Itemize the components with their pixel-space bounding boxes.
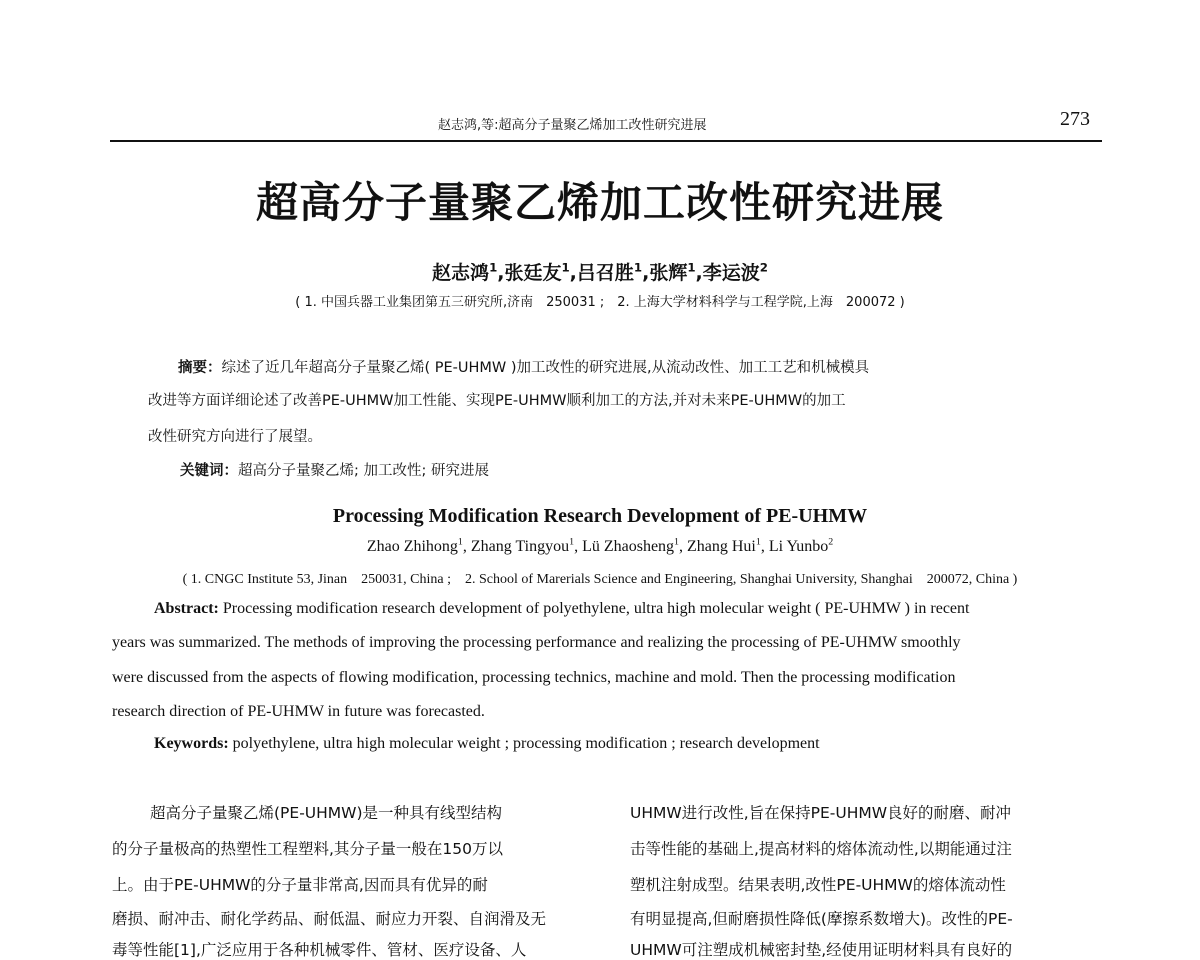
paper-title-en: Processing Modification Research Development of PE-UHMW: [332, 505, 868, 527]
keywords-cn-text: 超高分子量聚乙烯; 加工改性; 研究进展: [238, 463, 489, 479]
paper-title-cn: 超高分子量聚乙烯加工改性研究进展: [255, 178, 944, 227]
author-name: 吕召胜: [576, 262, 634, 284]
keywords-en: [154, 735, 820, 753]
abstract-en-line: years was summarized. The methods of improving the processing performance and realizing the processing of PE-UHMW smoothly: [112, 634, 961, 651]
author-separator: ,: [679, 538, 687, 555]
body-right-line: 有明显提高,但耐磨损性降低(摩擦系数增大)。改性的PE-: [630, 910, 1013, 928]
body-right-line: UHMW进行改性,旨在保持PE-UHMW良好的耐磨、耐冲: [630, 804, 1012, 822]
abstract-cn-line: [178, 356, 869, 377]
affiliation-en: ( 1. CNGC Institute 53, Jinan 250031, China ; 2. School of Marerials Science and Engineering, Shanghai University, Shanghai 200072, China ): [182, 572, 1018, 587]
keywords-en-label: Keywords:: [154, 735, 229, 752]
author-separator: ,: [642, 262, 650, 284]
author-name: 张辉: [649, 262, 688, 284]
body-right-line: 塑机注射成型。结果表明,改性PE-UHMW的熔体流动性: [630, 876, 1006, 894]
body-left-line: 超高分子量聚乙烯(PE-UHMW)是一种具有线型结构: [150, 804, 503, 822]
author-name: 李运波: [702, 262, 760, 284]
author-separator: ,: [497, 262, 505, 284]
author-name: Lü Zhaosheng: [582, 538, 675, 555]
abstract-en-line: were discussed from the aspects of flowing modification, processing technics, machine and mold. Then the processing modification: [112, 669, 956, 686]
page-number: 273: [1060, 108, 1090, 130]
author-affil-mark: 2: [828, 536, 834, 548]
body-right-line: 击等性能的基础上,提高材料的熔体流动性,以期能通过注: [630, 840, 1012, 858]
abstract-en-line: research direction of PE-UHMW in future was forecasted.: [112, 703, 485, 720]
author-affil-mark: 1: [755, 536, 761, 548]
abstract-cn-text: 综述了近几年超高分子量聚乙烯( PE-UHMW )加工改性的研究进展,从流动改性、加工工艺和机械模具: [221, 360, 870, 376]
body-left-line: 上。由于PE-UHMW的分子量非常高,因而具有优异的耐: [112, 876, 488, 894]
keywords-en-text: polyethylene, ultra high molecular weight ; processing modification ; research development: [232, 735, 820, 752]
author-separator: ,: [462, 538, 471, 555]
affiliation-cn: ( 1. 中国兵器工业集团第五三研究所,济南 250031 ; 2. 上海大学材料科学与工程学院,上海 200072 ): [295, 295, 905, 310]
author-affil-mark: 1: [687, 260, 696, 275]
author-separator: ,: [695, 262, 703, 284]
author-separator: ,: [569, 262, 577, 284]
body-left-line: 毒等性能[1],广泛应用于各种机械零件、管材、医疗设备、人: [112, 941, 527, 959]
body-right-line: UHMW可注塑成机械密封垫,经使用证明材料具有良好的: [630, 941, 1013, 959]
author-affil-mark: 2: [759, 260, 768, 275]
author-name: Zhang Hui: [687, 538, 756, 555]
author-name: Zhang Tingyou: [470, 538, 570, 555]
author-affil-mark: 1: [633, 260, 643, 275]
running-title: 赵志鸿,等:超高分子量聚乙烯加工改性研究进展: [438, 118, 707, 133]
body-left-line: 的分子量极高的热塑性工程塑料,其分子量一般在150万以: [112, 840, 504, 858]
author-affil-mark: 1: [561, 260, 570, 275]
author-affil-mark: 1: [569, 536, 575, 548]
author-separator: ,: [760, 538, 769, 555]
author-name: 张廷友: [504, 262, 562, 284]
author-affil-mark: 1: [674, 536, 679, 548]
author-separator: ,: [574, 538, 583, 555]
abstract-en-label: Abstract:: [154, 600, 219, 617]
abstract-cn-line: 改性研究方向进行了展望。: [148, 429, 322, 445]
abstract-cn-label: 摘要：: [178, 360, 222, 376]
author-affil-mark: 1: [489, 260, 498, 275]
author-affil-mark: 1: [457, 536, 463, 548]
keywords-cn-label: 关键词：: [180, 463, 238, 479]
author-name: Zhao Zhihong: [366, 538, 458, 555]
author-list-cn: [0, 258, 1200, 285]
keywords-cn: [180, 459, 489, 480]
abstract-en-line: [154, 600, 969, 618]
abstract-en-text: Processing modification research development of polyethylene, ultra high molecular weight ( PE-UHMW ) in recent: [222, 600, 970, 617]
author-name: 赵志鸿: [432, 262, 490, 284]
header-rule: [110, 140, 1102, 142]
abstract-cn-line: 改进等方面详细论述了改善PE-UHMW加工性能、实现PE-UHMW顺利加工的方法,并对未来PE-UHMW的加工: [148, 393, 846, 409]
author-name: Li Yunbo: [768, 538, 829, 555]
author-list-en: [0, 538, 1200, 556]
body-left-line: 磨损、耐冲击、耐化学药品、耐低温、耐应力开裂、自润滑及无: [112, 910, 547, 928]
